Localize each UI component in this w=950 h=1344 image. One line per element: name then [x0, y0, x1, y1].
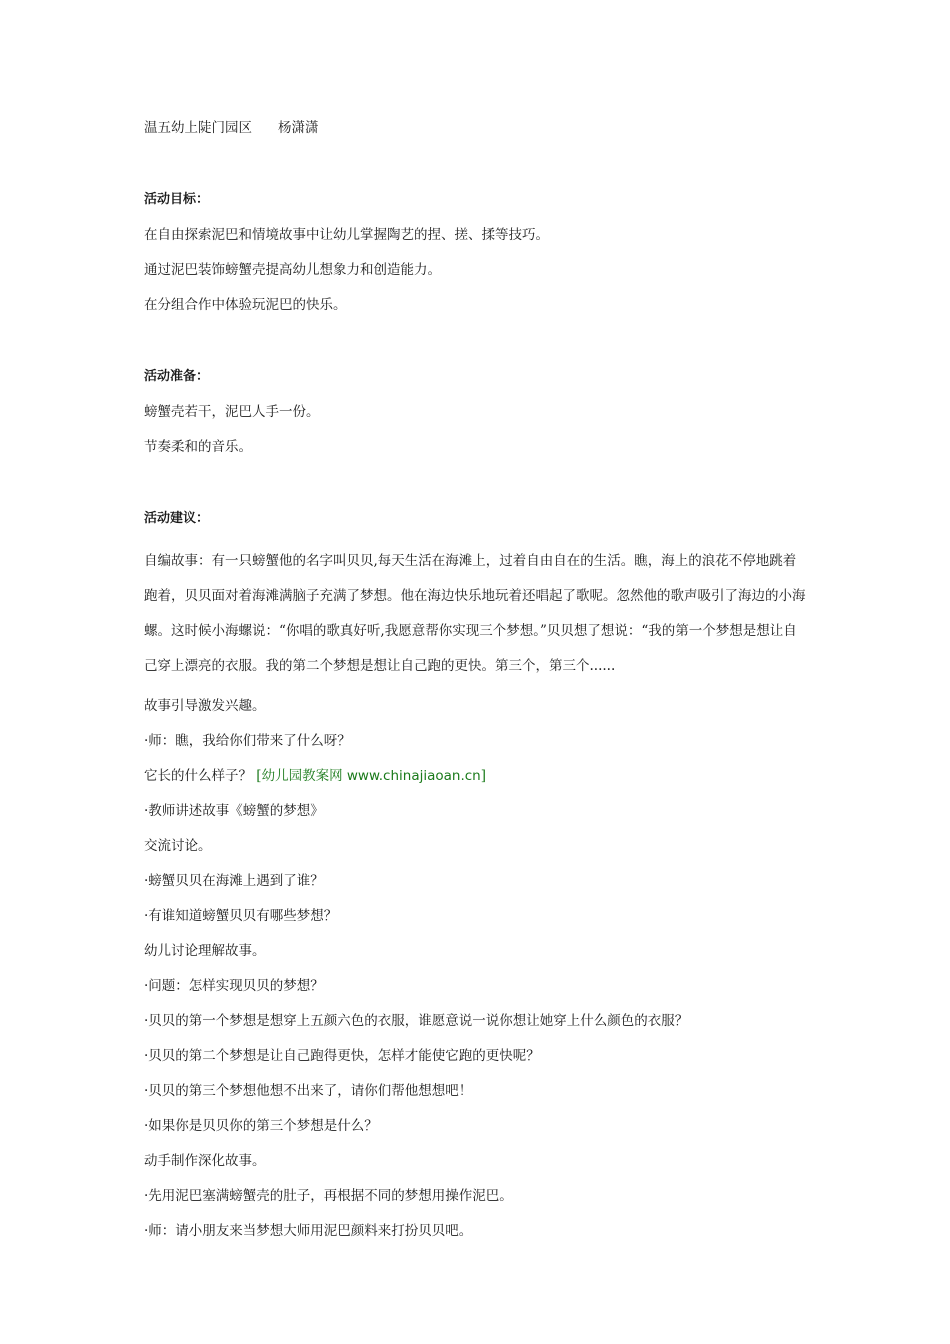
goals-heading: 活动目标： — [144, 192, 210, 207]
site-link[interactable] — [256, 768, 486, 784]
site-name: 幼儿园教案网 — [261, 768, 343, 784]
goal-item: 在分组合作中体验玩泥巴的快乐。 — [144, 297, 347, 313]
suggest-line: 幼儿讨论理解故事。 — [144, 943, 266, 959]
bracket-close: ] — [480, 768, 487, 784]
suggest-line: ·有谁知道螃蟹贝贝有哪些梦想？ — [144, 908, 338, 924]
story-paragraph: 自编故事：有一只螃蟹他的名字叫贝贝,每天生活在海滩上，过着自由自在的生活。瞧，海上的浪花不停地跳着跑着，贝贝面对着海滩满脑子充满了梦想。他在海边快乐地玩着还唱起了歌呢。忽然他的歌声吸引了海边的小海螺。这时候小海螺说：“你唱的歌真好听,我愿意帮你实现三个梦想。”贝贝想了想说：“我的第一个梦想是想让自己穿上漂亮的衣服。我的第二个梦想是想让自己跑的更快。第三个，第三个...... — [144, 553, 806, 674]
suggest-line: ·如果你是贝贝你的第三个梦想是什么？ — [144, 1118, 378, 1134]
suggest-line: ·贝贝的第三个梦想他想不出来了，请你们帮他想想吧！ — [144, 1083, 473, 1099]
prep-heading: 活动准备： — [144, 369, 210, 384]
suggest-line: ·师：请小朋友来当梦想大师用泥巴颜料来打扮贝贝吧。 — [144, 1223, 473, 1239]
question-text: 它长的什么样子？ — [144, 768, 257, 784]
suggest-heading: 活动建议： — [144, 511, 210, 526]
suggest-line: ·贝贝的第二个梦想是让自己跑得更快，怎样才能使它跑的更快呢？ — [144, 1048, 540, 1064]
school-name: 温五幼上陡门园区 — [144, 120, 252, 136]
suggest-line: ·螃蟹贝贝在海滩上遇到了谁？ — [144, 873, 324, 889]
suggest-line: ·师：瞧，我给你们带来了什么呀？ — [144, 733, 351, 749]
document-page — [144, 118, 824, 1256]
suggest-line: ·先用泥巴塞满螃蟹壳的肚子，再根据不同的梦想用操作泥巴。 — [144, 1188, 513, 1204]
suggest-line: 交流讨论。 — [144, 838, 212, 854]
suggest-line: ·教师讲述故事《螃蟹的梦想》 — [144, 803, 324, 819]
goal-item: 在自由探索泥巴和情境故事中让幼儿掌握陶艺的捏、搓、揉等技巧。 — [144, 227, 549, 243]
prep-item: 节奏柔和的音乐。 — [144, 439, 252, 455]
suggest-line: ·问题：怎样实现贝贝的梦想？ — [144, 978, 324, 994]
goal-item: 通过泥巴装饰螃蟹壳提高幼儿想象力和创造能力。 — [144, 262, 441, 278]
suggest-line: 动手制作深化故事。 — [144, 1153, 266, 1169]
suggest-line: 故事引导激发兴趣。 — [144, 698, 266, 714]
prep-item: 螃蟹壳若干，泥巴人手一份。 — [144, 404, 320, 420]
author-line — [144, 118, 824, 138]
suggest-line: ·贝贝的第一个梦想是想穿上五颜六色的衣服，谁愿意说一说你想让她穿上什么颜色的衣服？ — [144, 1013, 689, 1029]
question-line — [144, 766, 824, 786]
bracket-open: [ — [256, 768, 262, 784]
teacher-name: 杨潇潇 — [278, 120, 319, 136]
site-url: www.chinajiaoan.cn — [342, 768, 481, 784]
